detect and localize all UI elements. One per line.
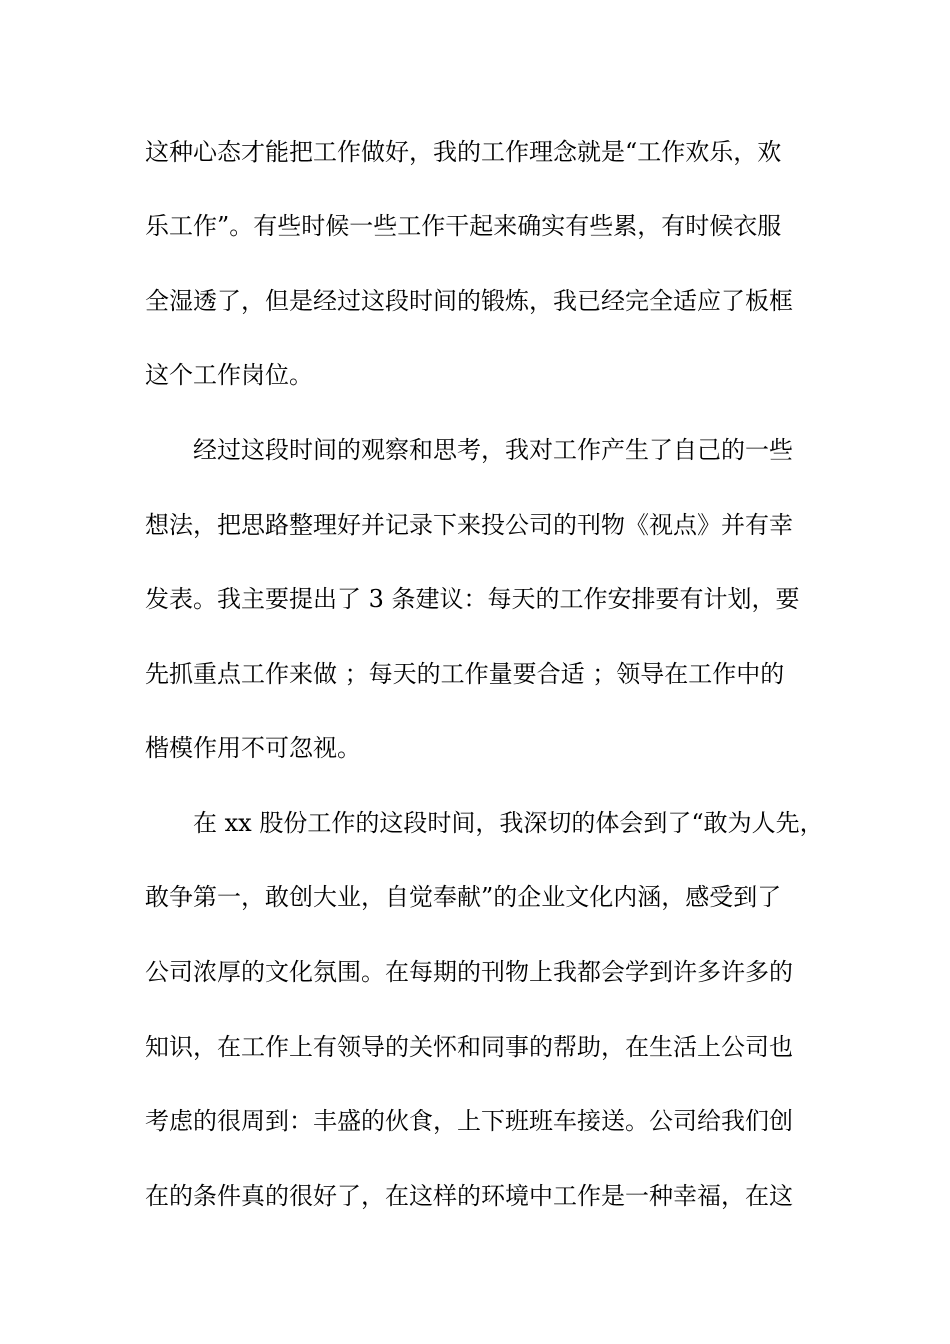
- text-line: 乐工作”。有些时候一些工作干起来确实有些累，有时候衣服: [145, 212, 782, 240]
- text-line: 楷模作用不可忽视。: [145, 734, 361, 762]
- text-line: 考虑的很周到：丰盛的伙食，上下班班车接送。公司给我们创: [145, 1107, 793, 1135]
- text-line: 敢争第一，敢创大业，自觉奉献”的企业文化内涵，感受到了: [145, 883, 782, 911]
- text-line: 这种心态才能把工作做好，我的工作理念就是“工作欢乐，欢: [145, 138, 782, 166]
- text-line: 在的条件真的很好了，在这样的环境中工作是一种幸福，在这: [145, 1182, 793, 1210]
- text-line: 这个工作岗位。: [145, 361, 313, 389]
- text-line: 公司浓厚的文化氛围。在每期的刊物上我都会学到许多许多的: [145, 958, 793, 986]
- text-line: 发表。我主要提出了 3 条建议：每天的工作安排要有计划，要: [145, 585, 800, 613]
- text-line: 想法，把思路整理好并记录下来投公司的刊物《视点》并有幸: [145, 511, 793, 539]
- paragraph-start-line: 经过这段时间的观察和思考，我对工作产生了自己的一些: [193, 436, 793, 464]
- text-line: 先抓重点工作来做 ；每天的工作量要合适 ；领导在工作中的: [145, 660, 785, 688]
- text-line: 知识，在工作上有领导的关怀和同事的帮助，在生活上公司也: [145, 1033, 793, 1061]
- text-line: 全湿透了，但是经过这段时间的锻炼，我已经完全适应了板框: [145, 287, 793, 315]
- paragraph-start-line: 在 xx 股份工作的这段时间，我深切的体会到了“敢为人先，: [193, 809, 824, 837]
